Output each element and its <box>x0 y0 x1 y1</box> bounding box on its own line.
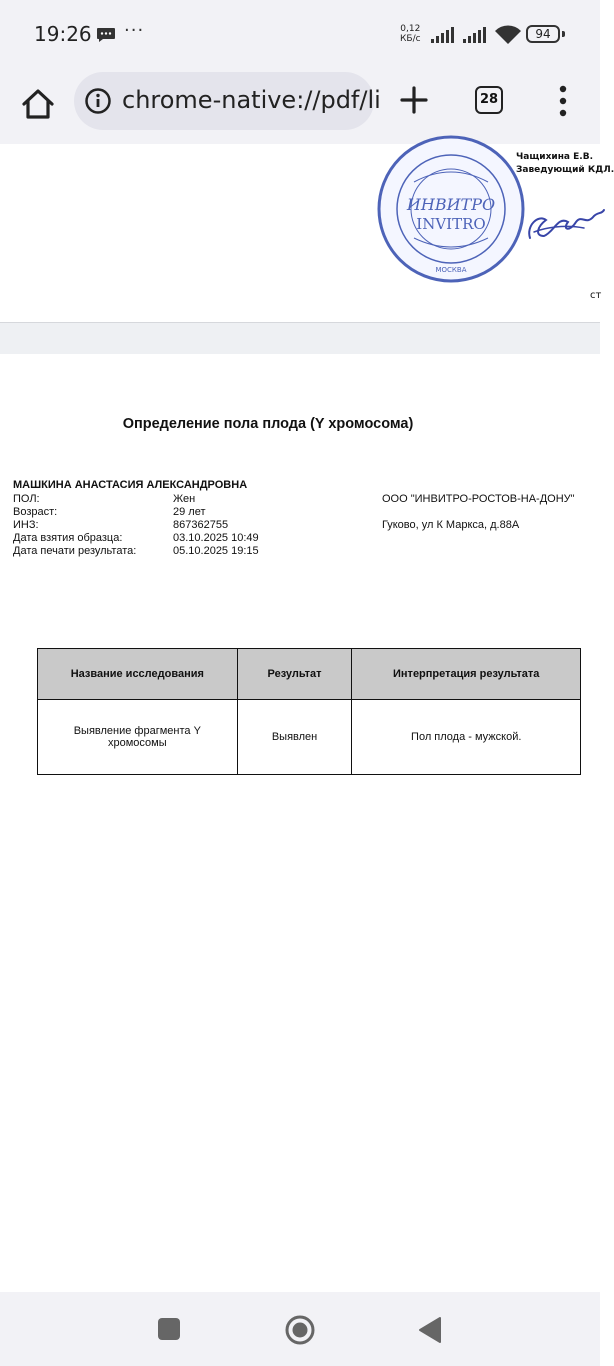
signer-role: Заведующий КДЛ. <box>516 165 614 175</box>
pdf-viewer[interactable] <box>0 144 614 1292</box>
field-value-inz: 867362755 <box>173 519 229 531</box>
field-value-sample-date: 03.10.2025 10:49 <box>173 532 259 544</box>
battery-tip <box>562 31 565 37</box>
svg-text:INVITRO: INVITRO <box>416 215 486 233</box>
network-speed <box>400 24 421 44</box>
new-tab-button[interactable] <box>398 84 430 116</box>
svg-text:ИНВИТРО: ИНВИТРО <box>406 195 496 214</box>
info-icon[interactable] <box>84 87 112 115</box>
test-name-cell: Выявление фрагмента Y хромосомы <box>38 700 238 775</box>
status-bar <box>0 0 600 70</box>
pdf-page-previous <box>0 144 614 323</box>
table-row <box>38 700 581 775</box>
home-nav-button[interactable] <box>284 1314 316 1346</box>
result-cell: Выявлен <box>237 700 352 775</box>
message-notification-icon <box>96 27 116 43</box>
signal-strength-icon <box>462 26 488 44</box>
signer-name: Чащихина Е.В. <box>516 152 593 162</box>
patient-name: МАШКИНА АНАСТАСИЯ АЛЕКСАНДРОВНА <box>13 479 248 491</box>
table-header-row <box>38 649 581 700</box>
column-header: Интерпретация результата <box>352 649 581 700</box>
more-menu-icon[interactable] <box>554 84 572 118</box>
pdf-page-report <box>0 354 600 1314</box>
home-button[interactable] <box>18 84 58 124</box>
column-header: Результат <box>237 649 352 700</box>
wifi-icon <box>494 24 522 46</box>
recents-button[interactable] <box>158 1318 180 1340</box>
field-value-age: 29 лет <box>173 506 206 518</box>
interpretation-cell: Пол плода - мужской. <box>352 700 581 775</box>
field-label-print-date: Дата печати результата: <box>13 545 137 557</box>
tab-switcher-button[interactable]: 28 <box>475 86 503 114</box>
field-value-print-date: 05.10.2025 19:15 <box>173 545 259 557</box>
results-table <box>37 648 581 775</box>
browser-toolbar <box>0 70 600 144</box>
field-label-sex: ПОЛ: <box>13 493 40 505</box>
page-text-fragment: ст <box>590 290 602 301</box>
system-navigation-bar <box>0 1292 600 1366</box>
url-text[interactable]: chrome-native://pdf/li <box>122 86 381 114</box>
address-bar[interactable] <box>74 72 381 130</box>
field-label-inz: ИНЗ: <box>13 519 39 531</box>
svg-text:МОСКВА: МОСКВА <box>435 266 467 274</box>
back-nav-button[interactable] <box>418 1316 442 1344</box>
field-label-sample-date: Дата взятия образца: <box>13 532 123 544</box>
organization-address: Гуково, ул К Маркса, д.88А <box>382 519 520 531</box>
laboratory-stamp <box>376 134 526 284</box>
network-speed-value: 0,12 <box>400 24 421 34</box>
more-notifications-icon: ··· <box>124 20 145 41</box>
field-value-sex: Жен <box>173 493 196 505</box>
column-header: Название исследования <box>38 649 238 700</box>
organization-name: ООО "ИНВИТРО-РОСТОВ-НА-ДОНУ" <box>382 493 575 505</box>
field-label-age: Возраст: <box>13 506 58 518</box>
report-title: Определение пола плода (Y хромосома) <box>122 416 414 432</box>
network-speed-unit: КБ/с <box>400 34 421 44</box>
handwritten-signature <box>524 192 604 252</box>
clock: 19:26 <box>34 22 92 46</box>
signal-strength-icon <box>430 26 456 44</box>
battery-icon: 94 <box>526 25 560 43</box>
